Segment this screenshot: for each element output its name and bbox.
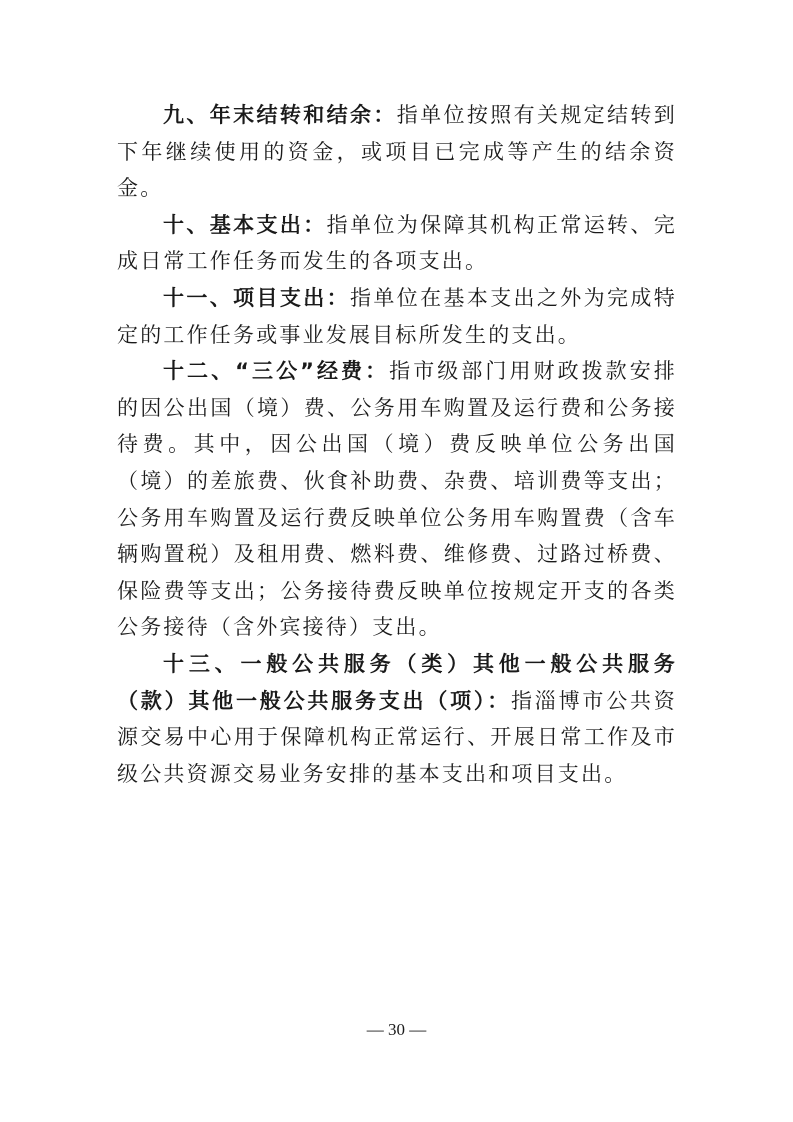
paragraph-basic-expenditure [117, 207, 677, 280]
term-label: 九、年末结转和结余： [163, 103, 397, 127]
term-definition: 指单位为保障其机构正常运转、完成日常工作任务而发生的各项支出。 [117, 212, 678, 274]
term-label: 十二、“三公”经费： [163, 359, 390, 384]
term-definition: 指淄博市公共资源交易中心用于保障机构正常运行、开展日常工作及市级公共资源交易业务安排的基本支出和项目支出。 [117, 688, 677, 786]
term-definition: 指单位在基本支出之外为完成特定的工作任务或事业发展目标所发生的支出。 [117, 285, 677, 347]
term-label: 十三、一般公共服务（类）其他一般公共服务（款）其他一般公共服务支出（项）： [117, 651, 677, 713]
paragraph-three-public-expenses [117, 353, 677, 646]
paragraph-general-public-services [117, 646, 677, 792]
document-body [117, 97, 677, 792]
paragraph-project-expenditure [117, 280, 677, 353]
term-definition: 指单位按照有关规定结转到下年继续使用的资金，或项目已完成等产生的结余资金。 [117, 103, 678, 201]
term-label: 十、基本支出： [163, 212, 327, 237]
term-label: 十一、项目支出： [163, 285, 350, 310]
paragraph-year-end-carryover [117, 97, 677, 207]
page-number: — 30 — [366, 1020, 427, 1039]
term-definition: 指市级部门用财政拨款安排的因公出国（境）费、公务用车购置及运行费和公务接待费。其中，因公出国（境）费反映单位公务出国（境）的差旅费、伙食补助费、杂费、培训费等支出；公务用车购置及运行费反映单位公务用车购置费（含车辆购置税）及租用费、燃料费、维修费、过路过桥费、保险费等支出；公务接待费反映单位按规定开支的各类公务接待（含外宾接待）支出。 [117, 359, 677, 640]
